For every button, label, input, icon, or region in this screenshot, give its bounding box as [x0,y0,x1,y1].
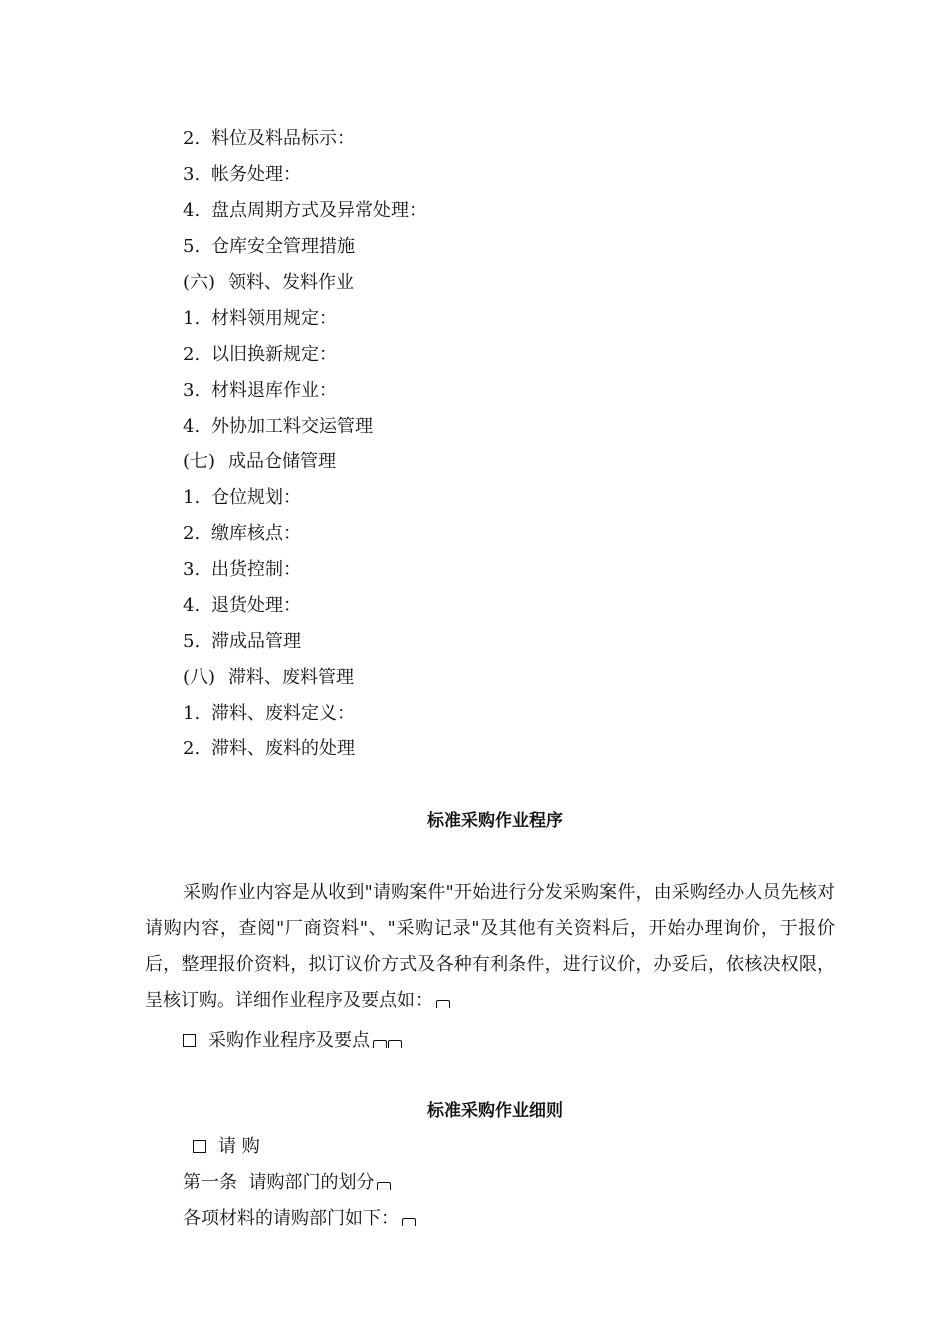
section-text: 成品仓储管理 [228,451,336,472]
list-item [183,737,355,761]
list-item [183,307,337,331]
item-text: 缴库核点： [211,523,301,544]
paragraph-mark-icon [388,1040,402,1048]
item-number: 1. [183,308,201,329]
item-number: 5. [183,631,201,652]
procedure-paragraph [145,875,835,1019]
list-item [183,630,301,654]
article-line [183,1171,391,1195]
list-item [183,558,301,582]
section-label: (七) [183,451,216,472]
section-heading [183,666,354,690]
item-number: 1. [183,703,201,724]
item-text: 滞料、废料的处理 [211,738,355,759]
list-item [183,127,355,151]
item-text: 以旧换新规定： [211,344,337,365]
item-text: 仓库安全管理措施 [211,236,355,257]
list-item [183,235,355,259]
list-item [183,415,373,439]
item-text: 仓位规划： [211,487,301,508]
item-text: 退货处理： [211,595,301,616]
item-text: 滞成品管理 [211,631,301,652]
list-item [183,343,337,367]
article-text: 各项材料的请购部门如下： [183,1208,399,1229]
section-heading [183,450,336,474]
checkbox-text: 请 购 [218,1136,260,1157]
list-item [183,199,427,223]
item-text: 材料领用规定： [211,308,337,329]
paragraph-mark-icon [373,1040,387,1048]
section-text: 滞料、废料管理 [228,667,354,688]
paragraph-mark-icon [436,1000,450,1008]
article-text: 第一条 请购部门的划分 [183,1172,375,1193]
paragraph-mark-icon [377,1182,391,1190]
checkbox-icon [183,1034,196,1047]
item-text: 帐务处理： [211,164,301,185]
section-text: 领料、发料作业 [228,272,354,293]
article-line [183,1207,416,1231]
paragraph-text: 采购作业内容是从收到"请购案件"开始进行分发采购案件，由采购经办人员先核对请购内容，查阅"厂商资料"、"采购记录"及其他有关资料后，开始办理询价，于报价后，整理报价资料，拟订议价方式及各种有利条件，进行议价，办妥后，依核决权限，呈核订购。详细作业程序及要点如： [145,882,835,1011]
section-label: (八) [183,667,216,688]
item-number: 3. [183,164,201,185]
checkbox-line [193,1135,260,1159]
list-item [183,163,301,187]
item-number: 2. [183,523,201,544]
item-number: 4. [183,416,201,437]
item-text: 滞料、废料定义： [211,703,355,724]
item-number: 2. [183,128,201,149]
item-number: 4. [183,200,201,221]
list-item [183,594,301,618]
list-item [183,702,355,726]
paragraph-mark-icon [402,1218,416,1226]
checkbox-icon [193,1140,206,1153]
item-text: 外协加工料交运管理 [211,416,373,437]
checkbox-text: 采购作业程序及要点 [208,1030,370,1051]
item-number: 2. [183,344,201,365]
item-text: 料位及料品标示： [211,128,355,149]
item-text: 材料退库作业： [211,380,337,401]
item-number: 4. [183,595,201,616]
item-number: 3. [183,380,201,401]
section-heading [183,271,354,295]
item-number: 1. [183,487,201,508]
list-item [183,522,301,546]
item-number: 2. [183,738,201,759]
item-text: 盘点周期方式及异常处理： [211,200,427,221]
item-number: 5. [183,236,201,257]
document-heading: 标准采购作业细则 [427,1101,563,1121]
item-text: 出货控制： [211,559,301,580]
item-number: 3. [183,559,201,580]
checkbox-line [183,1029,402,1053]
document-heading: 标准采购作业程序 [427,811,563,831]
list-item [183,379,337,403]
list-item [183,486,301,510]
section-label: (六) [183,272,216,293]
